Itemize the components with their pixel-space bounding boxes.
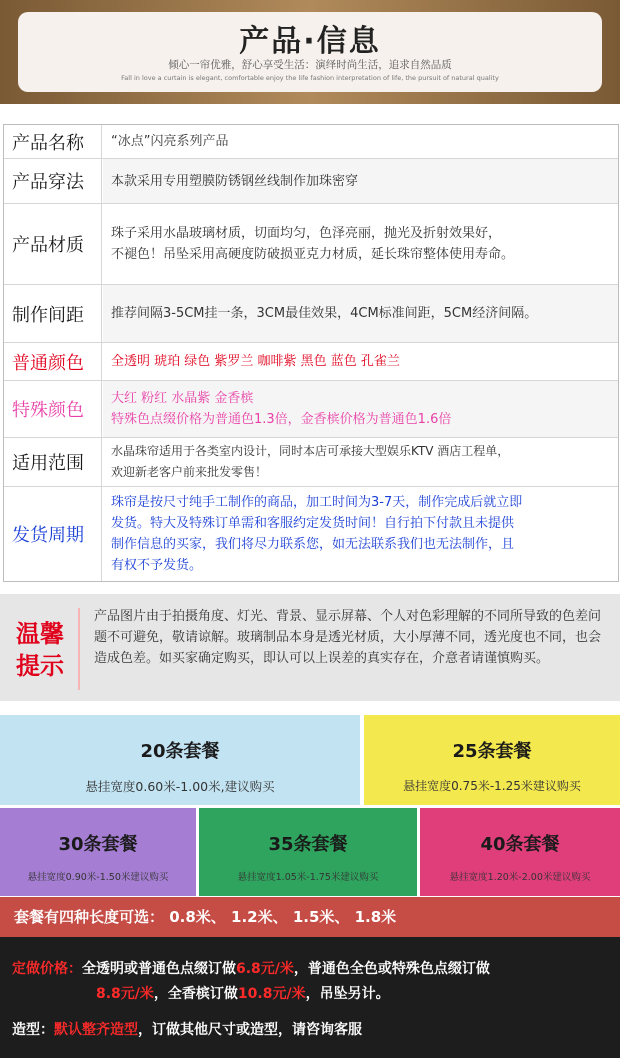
spec-key: 产品名称 [4,125,102,158]
spec-value-line: 全透明 琥珀 绿色 紫罗兰 咖啡紫 黑色 蓝色 孔雀兰 [111,354,400,369]
pricing-panel [0,937,620,1058]
length-options-strip: 套餐有四种长度可选： 0.8米、 1.2米、 1.5米、 1.8米 [0,897,620,937]
spec-key: 普通颜色 [4,343,102,380]
package-25 [364,715,620,805]
notice-divider [78,608,80,690]
spec-value [103,343,618,380]
package-desc: 悬挂宽度0.75米-1.25米建议购买 [403,779,581,793]
notice-panel [0,594,620,701]
spec-row-special-colors [4,381,618,438]
spec-value [103,125,618,158]
package-desc: 悬挂宽度1.05米-1.75米建议购买 [237,872,379,883]
package-name: 20条套餐 [140,741,220,762]
package-desc: 悬挂宽度0.90米-1.50米建议购买 [27,872,169,883]
price-3: 10.8元/米 [237,986,306,1002]
shape-line [12,1019,362,1039]
page-title: 产品·信息 [239,24,381,59]
spec-value [103,438,618,486]
spec-key: 适用范围 [4,438,102,486]
package-desc: 悬挂宽度0.60米-1.00米,建议购买 [85,779,275,794]
spec-row-spacing [4,285,618,343]
custom-price-text: ，吊坠另计。 [305,986,390,1002]
spec-value-line: 不褪色！吊坠采用高硬度防破损亚克力材质，延长珠帘整体使用寿命。 [111,247,515,262]
spec-value-line: 发货。特大及特殊订单需和客服约定发货时间！自行拍下付款且未提供 [111,516,515,531]
package-name: 35条套餐 [268,834,348,855]
spec-value [103,204,618,284]
spec-value-line: 水晶珠帘适用于各类室内设计，同时本店可承接大型娱乐KTV 酒店工程单， [111,444,510,458]
spec-key: 特殊颜色 [4,381,102,437]
header-subtitle-en: Fall in love a curtain is elegant, comfortable enjoy the life fashion interpretation of life, the pursuit of natural quality [121,74,499,82]
spec-row-method [4,159,618,204]
spec-row-normal-colors [4,343,618,381]
notice-text: 产品图片由于拍摄角度、灯光、背景、显示屏幕、个人对色彩理解的不同所导致的色差问题不可避免，敬请谅解。玻璃制品本身是透光材质，大小厚薄不同，透光度也不同，也会造成色差。如买家确定购买，即认可以上误差的真实存在，介意者请谨慎购买。 [94,609,602,666]
spec-value [103,381,618,437]
spec-row-material [4,204,618,285]
spec-row-shipping [4,487,618,581]
spec-value-line: 特殊色点缀价格为普通色1.3倍，金香槟价格为普通色1.6倍 [111,412,452,427]
price-2: 8.8元/米 [96,986,154,1002]
package-40 [420,808,620,896]
custom-price-text: 全透明或普通色点缀订做 [82,961,236,977]
custom-price-line-2 [96,983,390,1003]
header-banner [0,0,620,104]
shape-label: 造型： [12,1022,54,1038]
shape-text: ，订做其他尺寸或造型，请咨询客服 [138,1022,362,1038]
spec-table [3,124,619,582]
spec-value-line: 本款采用专用塑膜防锈钢丝线制作加珠密穿 [111,173,359,189]
spec-row-name [4,125,618,159]
package-desc: 悬挂宽度1.20米-2.00米建议购买 [449,872,591,883]
price-1: 6.8元/米 [236,961,294,977]
spec-key: 制作间距 [4,285,102,342]
custom-price-label: 定做价格： [12,961,82,977]
spec-value-line: 制作信息的买家，我们将尽力联系您，如无法联系我们也无法制作，且 [111,537,515,552]
spec-key: 产品材质 [4,204,102,284]
spec-key: 产品穿法 [4,159,102,203]
notice-label-line: 温馨 [16,620,64,648]
package-20 [0,715,360,805]
package-name: 30条套餐 [58,834,138,855]
spec-key: 发货周期 [4,487,102,581]
spec-row-scope [4,438,618,487]
spec-value-line: “冰点”闪亮系列产品 [111,134,229,149]
notice-label [10,618,70,682]
header-card [18,12,602,92]
package-name: 25条套餐 [452,741,532,762]
spec-value-line: 欢迎新老客户前来批发零售！ [111,465,268,479]
package-35 [199,808,417,896]
custom-price-line-1 [12,958,490,978]
package-name: 40条套餐 [480,834,560,855]
spec-value-line: 珠帘是按尺寸纯手工制作的商品，加工时间为3-7天，制作完成后就立即 [111,495,523,510]
custom-price-text: ，全香槟订做 [153,986,238,1002]
spec-value-line: 有权不予发货。 [111,558,203,573]
custom-price-text: ，普通色全色或特殊色点缀订做 [293,961,490,977]
header-subtitle-cn: 倾心一帘优雅，舒心享受生活：演绎时尚生活，追求自然品质 [168,59,452,71]
shape-default: 默认整齐造型 [54,1022,138,1038]
spec-value [103,487,618,581]
spec-value-line: 推荐间隔3-5CM挂一条，3CM最佳效果，4CM标准间距，5CM经济间隔。 [111,306,538,321]
spec-value [103,285,618,342]
spec-value-line: 大红 粉红 水晶紫 金香槟 [111,391,254,406]
notice-label-line: 提示 [16,652,64,680]
spec-value [103,159,618,203]
spec-value-line: 珠子采用水晶玻璃材质，切面均匀，色泽亮丽，抛光及折射效果好， [111,226,502,241]
package-30 [0,808,196,896]
